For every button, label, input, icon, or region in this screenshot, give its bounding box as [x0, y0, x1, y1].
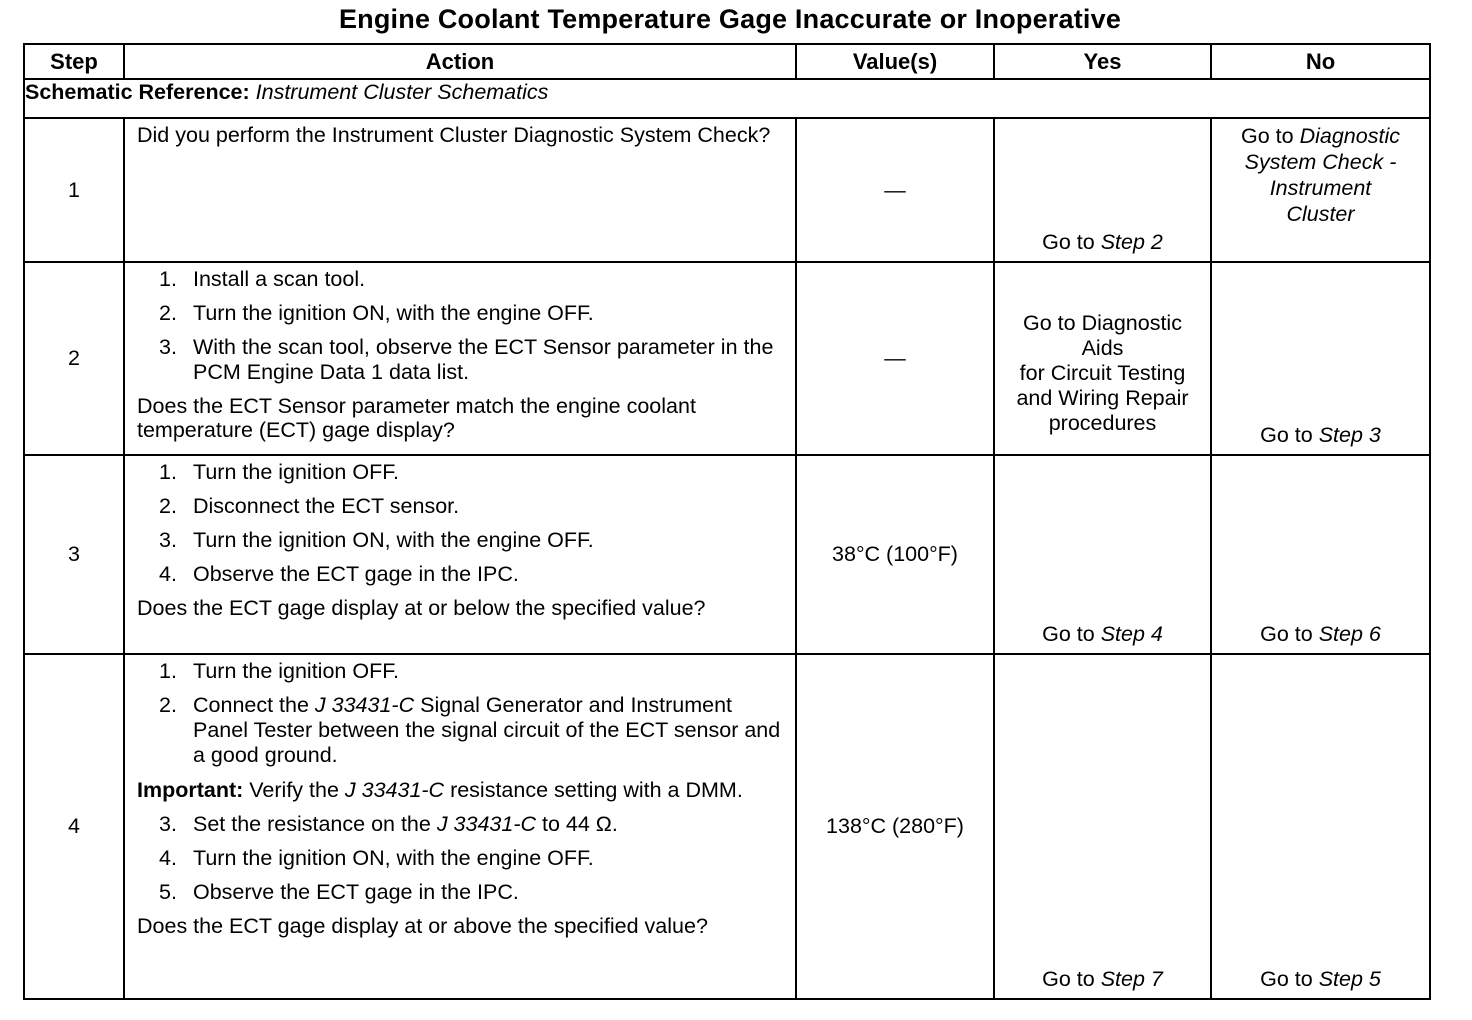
- action-question: Does the ECT gage display at or below the specified value?: [137, 596, 706, 620]
- schematic-reference-row: [24, 79, 1430, 118]
- step-number: 2: [24, 262, 124, 455]
- step-row-1: [24, 118, 1430, 262]
- no-cell: [1211, 118, 1430, 262]
- go-to-label: Go to: [1241, 124, 1294, 148]
- tool-link[interactable]: J 33431-C: [436, 812, 537, 836]
- important-note: Important: Verify the J 33431-C resistance setting with a DMM.: [137, 778, 743, 802]
- action-steps: [137, 267, 785, 385]
- action-item: 4. Observe the ECT gage in the IPC.: [159, 562, 519, 586]
- diagnostic-table: [23, 43, 1431, 1000]
- action-item: 1. Turn the ignition OFF.: [159, 659, 399, 683]
- go-to-label: Go to: [1042, 967, 1095, 991]
- action-item: 2. Connect the J 33431-C Signal Generator and Instrument Panel Tester between the signal circuit of the ECT sensor and a good ground.: [159, 693, 781, 767]
- step-row-2: [24, 262, 1430, 455]
- no-step-link[interactable]: Step 5: [1318, 967, 1381, 991]
- action-item: 5. Observe the ECT gage in the IPC.: [159, 880, 519, 904]
- action-item: 1. Turn the ignition OFF.: [159, 460, 399, 484]
- value-cell: —: [796, 118, 994, 262]
- header-values: Value(s): [796, 44, 994, 79]
- no-cell: [1211, 262, 1430, 455]
- action-cell: [124, 654, 796, 999]
- action-steps: [137, 812, 785, 905]
- step-row-4: [24, 654, 1430, 999]
- action-cell: [124, 118, 796, 262]
- yes-step-link[interactable]: Step 4: [1100, 622, 1163, 646]
- tool-link[interactable]: J 33431-C: [344, 778, 445, 802]
- important-label: Important:: [137, 778, 244, 802]
- yes-cell: [994, 262, 1211, 455]
- value-cell: 138°C (280°F): [796, 654, 994, 999]
- yes-cell: [994, 118, 1211, 262]
- action-item: 4. Turn the ignition ON, with the engine OFF.: [159, 846, 594, 870]
- action-question: Does the ECT Sensor parameter match the engine coolant temperature (ECT) gage display?: [137, 394, 696, 442]
- go-to-label: Go to: [1042, 230, 1095, 254]
- no-step-link[interactable]: Step 3: [1318, 423, 1381, 447]
- step-row-3: [24, 455, 1430, 654]
- action-item: 3. Set the resistance on the J 33431-C to 44 Ω.: [159, 812, 618, 836]
- go-to-label: Go to: [1260, 967, 1313, 991]
- page-title: Engine Coolant Temperature Gage Inaccurate or Inoperative: [338, 4, 1122, 34]
- yes-step-link[interactable]: Step 2: [1100, 230, 1163, 254]
- action-item: 3. With the scan tool, observe the ECT Sensor parameter in the PCM Engine Data 1 data list.: [159, 335, 774, 384]
- header-yes: Yes: [994, 44, 1211, 79]
- header-no: No: [1211, 44, 1430, 79]
- action-cell: [124, 455, 796, 654]
- header-step: Step: [24, 44, 124, 79]
- no-cell: [1211, 455, 1430, 654]
- tool-link[interactable]: J 33431-C: [314, 693, 415, 717]
- action-question: Did you perform the Instrument Cluster Diagnostic System Check?: [137, 123, 771, 147]
- value-cell: —: [796, 262, 994, 455]
- go-to-label: Go to: [1260, 622, 1313, 646]
- no-link-line1[interactable]: Diagnostic: [1299, 124, 1400, 148]
- no-cell: [1211, 654, 1430, 999]
- action-steps: [137, 659, 785, 768]
- step-number: 1: [24, 118, 124, 262]
- no-link-line3[interactable]: Instrument: [1269, 176, 1372, 200]
- go-to-label: Go to: [1042, 622, 1095, 646]
- schematic-label: Schematic Reference:: [25, 80, 250, 104]
- no-step-link[interactable]: Step 6: [1318, 622, 1381, 646]
- header-row: [24, 44, 1430, 79]
- action-item: 1. Install a scan tool.: [159, 267, 366, 291]
- schematic-link[interactable]: Instrument Cluster Schematics: [255, 80, 549, 104]
- value-cell: 38°C (100°F): [796, 455, 994, 654]
- step-number: 4: [24, 654, 124, 999]
- go-to-label: Go to: [1260, 423, 1313, 447]
- action-item: 2. Turn the ignition ON, with the engine OFF.: [159, 301, 594, 325]
- step-number: 3: [24, 455, 124, 654]
- action-steps: [137, 460, 785, 587]
- yes-cell: [994, 654, 1211, 999]
- no-link-line4[interactable]: Cluster: [1286, 202, 1355, 226]
- action-question: Does the ECT gage display at or above the specified value?: [137, 914, 708, 938]
- action-cell: [124, 262, 796, 455]
- header-action: Action: [124, 44, 796, 79]
- yes-diagnostic-aids-link[interactable]: Go to Diagnostic Aids for Circuit Testing and Wiring Repair procedures: [1016, 311, 1189, 435]
- action-item: 2. Disconnect the ECT sensor.: [159, 494, 460, 518]
- no-link-line2[interactable]: System Check -: [1244, 150, 1397, 174]
- yes-step-link[interactable]: Step 7: [1100, 967, 1163, 991]
- yes-cell: [994, 455, 1211, 654]
- action-item: 3. Turn the ignition ON, with the engine OFF.: [159, 528, 594, 552]
